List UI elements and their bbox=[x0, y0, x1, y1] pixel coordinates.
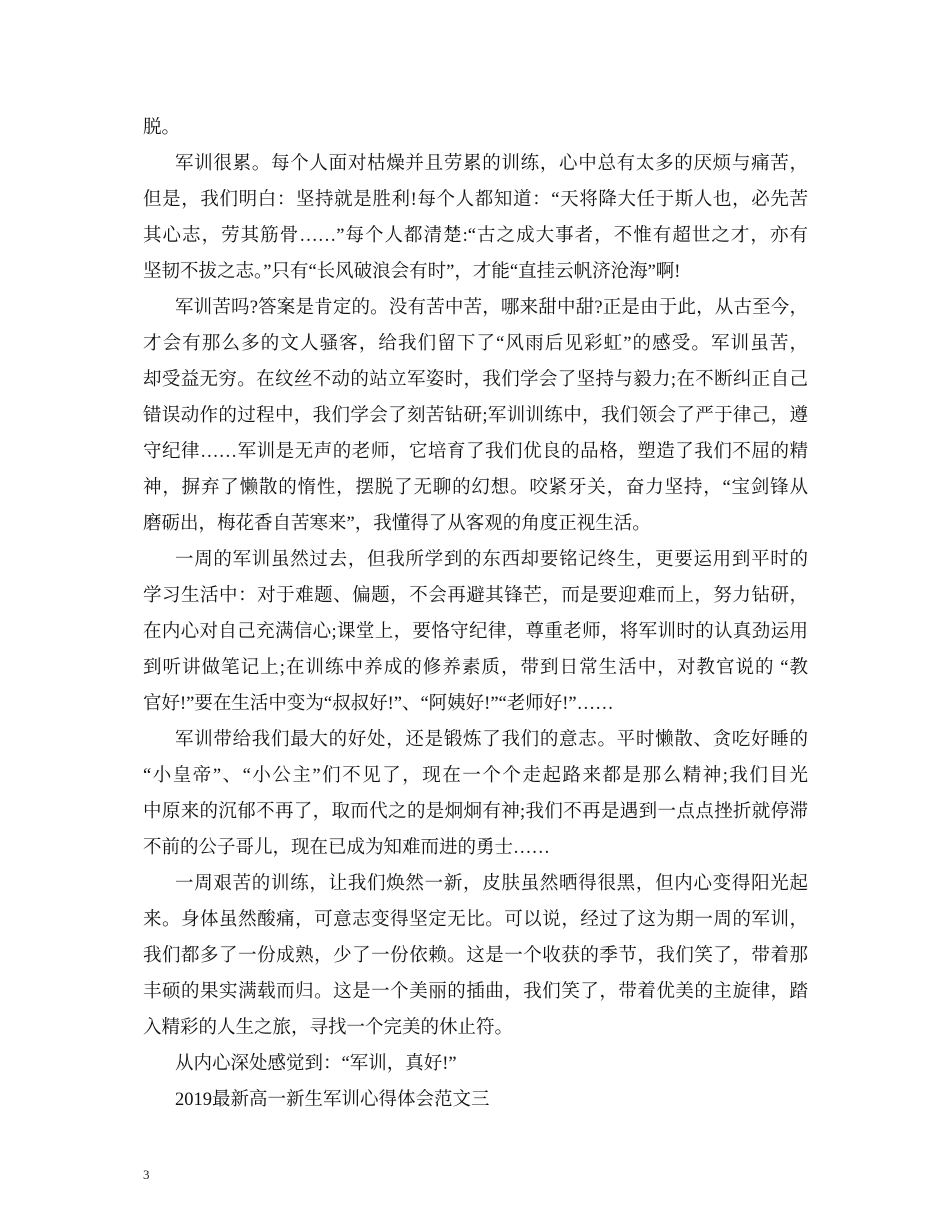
paragraph-line: 入精彩的人生之旅，寻找一个完美的休止符。 bbox=[143, 1018, 514, 1038]
paragraph bbox=[143, 290, 808, 542]
paragraph-line: 学习生活中：对于难题、偏题，不会再避其锋芒，而是要迎难而上，努力钻研， bbox=[143, 586, 808, 606]
paragraph-line: 神，摒弃了懒散的惰性，摆脱了无聊的幻想。咬紧牙关，奋力坚持，“宝剑锋从 bbox=[143, 478, 808, 498]
paragraph-line: 其心志，劳其筋骨……”每个人都清楚:“古之成大事者，不惟有超世之才，亦有 bbox=[143, 226, 808, 246]
heading-line: 2019最新高一新生军训心得体会范文三 bbox=[175, 1090, 490, 1110]
page-number: 3 bbox=[143, 1167, 150, 1182]
paragraph bbox=[143, 722, 808, 866]
paragraph-line: 坚韧不拔之志。”只有“长风破浪会有时”，才能“直挂云帆济沧海”啊! bbox=[143, 262, 681, 282]
paragraph-line: 不前的公子哥儿，现在已成为知难而进的勇士…… bbox=[143, 838, 551, 858]
paragraph-line: 从内心深处感觉到：“军训，真好!” bbox=[175, 1054, 457, 1074]
paragraph-line: 守纪律……军训是无声的老师，它培育了我们优良的品格，塑造了我们不屈的精 bbox=[143, 442, 808, 462]
paragraph-line: 我们都多了一份成熟，少了一份依赖。这是一个收获的季节，我们笑了，带着那 bbox=[143, 946, 808, 966]
paragraph bbox=[143, 542, 808, 722]
paragraph-line: 军训很累。每个人面对枯燥并且劳累的训练，心中总有太多的厌烦与痛苦， bbox=[175, 154, 808, 174]
paragraph-line: “小皇帝”、“小公主”们不见了，现在一个个走起路来都是那么精神;我们目光 bbox=[143, 766, 808, 786]
paragraph-line: 丰硕的果实满载而归。这是一个美丽的插曲，我们笑了，带着优美的主旋律，踏 bbox=[143, 982, 808, 1002]
paragraph-line: 到听讲做笔记上;在训练中养成的修养素质，带到日常生活中，对教官说的 “教 bbox=[143, 658, 808, 678]
paragraph-line: 军训苦吗?答案是肯定的。没有苦中苦，哪来甜中甜?正是由于此，从古至今， bbox=[175, 298, 808, 318]
section-heading bbox=[143, 1082, 808, 1118]
paragraph-line: 军训带给我们最大的好处，还是锻炼了我们的意志。平时懒散、贪吃好睡的 bbox=[175, 730, 808, 750]
paragraph-line: 在内心对自己充满信心;课堂上，要恪守纪律，尊重老师，将军训时的认真劲运用 bbox=[143, 622, 808, 642]
paragraph bbox=[143, 110, 808, 146]
paragraph bbox=[143, 1046, 808, 1082]
paragraph-line: 中原来的沉郁不再了，取而代之的是炯炯有神;我们不再是遇到一点点挫折就停滞 bbox=[143, 802, 808, 822]
paragraph-line: 一周的军训虽然过去，但我所学到的东西却要铭记终生，更要运用到平时的 bbox=[175, 550, 808, 570]
document-body bbox=[143, 110, 808, 1118]
paragraph-line: 一周艰苦的训练，让我们焕然一新，皮肤虽然晒得很黑，但内心变得阳光起 bbox=[175, 874, 808, 894]
paragraph-line: 却受益无穷。在纹丝不动的站立军姿时，我们学会了坚持与毅力;在不断纠正自己 bbox=[143, 370, 808, 390]
paragraph bbox=[143, 866, 808, 1046]
paragraph-line: 脱。 bbox=[143, 118, 181, 138]
paragraph bbox=[143, 146, 808, 290]
paragraph-line: 才会有那么多的文人骚客，给我们留下了“风雨后见彩虹”的感受。军训虽苦， bbox=[143, 334, 808, 354]
paragraph-line: 磨砺出，梅花香自苦寒来”，我懂得了从客观的角度正视生活。 bbox=[143, 514, 651, 534]
paragraph-line: 官好!”要在生活中变为“叔叔好!”、“阿姨好!”“老师好!”…… bbox=[143, 694, 614, 714]
paragraph-line: 来。身体虽然酸痛，可意志变得坚定无比。可以说，经过了这为期一周的军训， bbox=[143, 910, 808, 930]
paragraph-line: 但是，我们明白：坚持就是胜利!每个人都知道：“天将降大任于斯人也，必先苦 bbox=[143, 190, 808, 210]
paragraph-line: 错误动作的过程中，我们学会了刻苦钻研;军训训练中，我们领会了严于律己，遵 bbox=[143, 406, 808, 426]
